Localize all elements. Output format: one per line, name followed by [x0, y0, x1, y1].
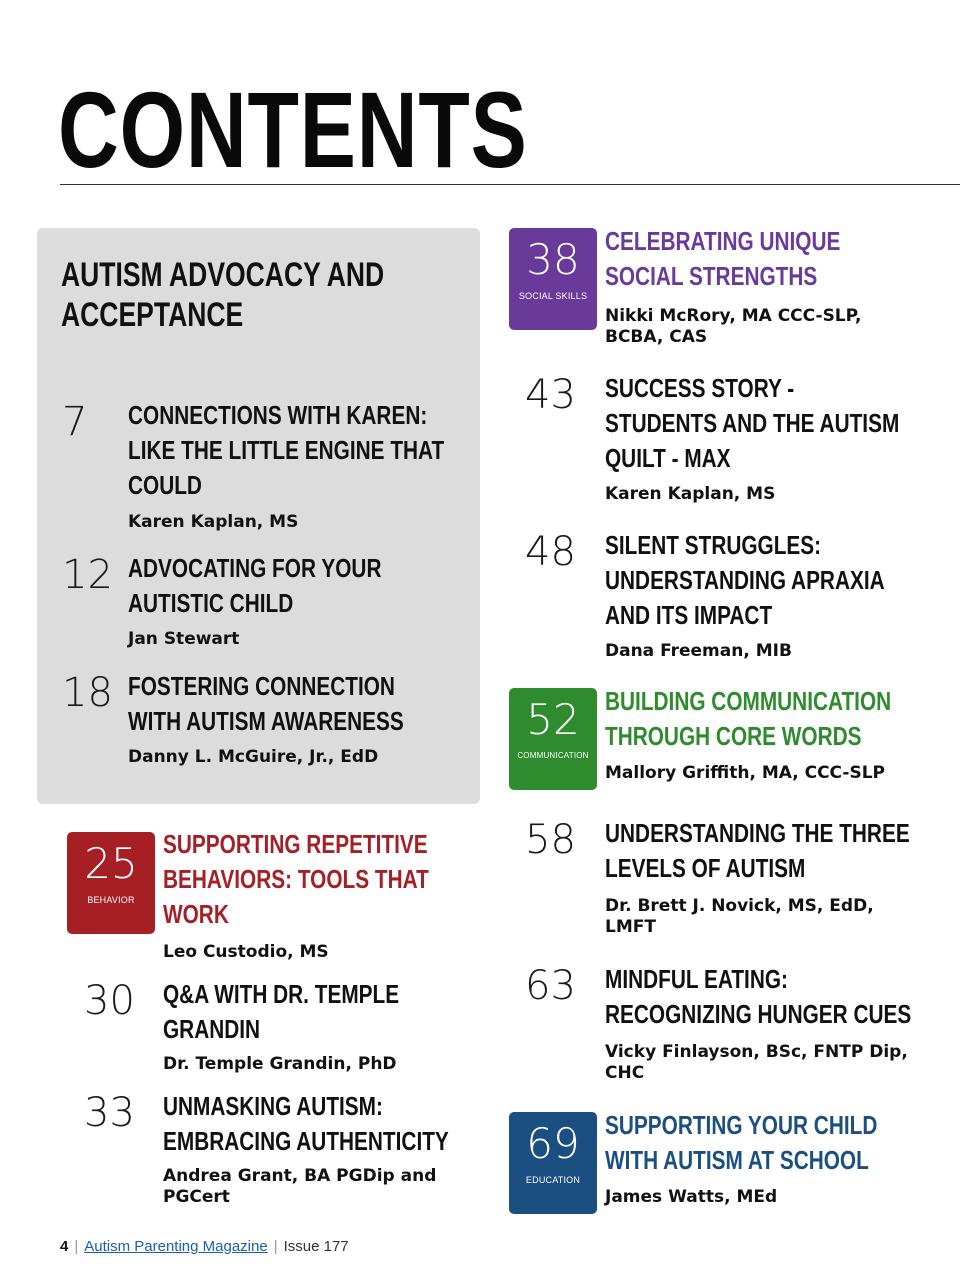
article-author: Leo Custodio, MS: [163, 942, 329, 962]
article-title[interactable]: SUPPORTING YOUR CHILD WITH AUTISM AT SCHOOL: [605, 1110, 878, 1175]
article-title: CONNECTIONS WITH KAREN: LIKE THE LITTLE ENGINE THAT COULD: [128, 400, 445, 500]
social-skills-badge[interactable]: [509, 228, 597, 330]
article-author: Mallory Griffith, MA, CCC-SLP: [605, 763, 886, 783]
page-number: 7: [62, 399, 88, 445]
page-title: CONTENTS: [58, 69, 528, 190]
article-author: Karen Kaplan, MS: [605, 484, 776, 504]
page-number: 30: [84, 978, 135, 1024]
badge-category: EDUCATION: [525, 1175, 581, 1185]
article-title: UNMASKING AUTISM: EMBRACING AUTHENTICITY: [163, 1091, 449, 1156]
section-heading: AUTISM ADVOCACY AND ACCEPTANCE: [61, 256, 385, 334]
behavior-badge[interactable]: [67, 832, 155, 934]
issue-label: Issue 177: [283, 1238, 349, 1255]
article-author: Dana Freeman, MIB: [605, 641, 792, 661]
article-title: ADVOCATING FOR YOUR AUTISTIC CHILD: [128, 553, 382, 618]
communication-badge[interactable]: [509, 688, 597, 790]
page-number: 63: [525, 963, 576, 1009]
badge-category: BEHAVIOR: [87, 895, 135, 905]
article-title: FOSTERING CONNECTION WITH AUTISM AWARENESS: [128, 671, 404, 736]
badge-page-number: 38: [526, 235, 580, 284]
page-number: 48: [525, 529, 576, 575]
article-author: Nikki McRory, MA CCC-SLP, BCBA, CAS: [605, 306, 862, 347]
badge-page-number: 52: [526, 695, 580, 744]
article-author: Dr. Temple Grandin, PhD: [163, 1054, 397, 1074]
badge-page-number: 69: [526, 1119, 580, 1168]
page-number: 33: [84, 1090, 135, 1136]
article-author: Danny L. McGuire, Jr., EdD: [128, 747, 379, 767]
article-author: Jan Stewart: [128, 629, 240, 649]
footer-separator: |: [273, 1238, 278, 1255]
article-author: Andrea Grant, BA PGDip and PGCert: [163, 1166, 437, 1207]
page-footer: [60, 1238, 349, 1255]
page-number: 43: [525, 372, 576, 418]
page-number: 58: [525, 817, 576, 863]
article-author: Dr. Brett J. Novick, MS, EdD, LMFT: [605, 896, 874, 937]
article-author: Vicky Finlayson, BSc, FNTP Dip, CHC: [605, 1042, 908, 1083]
article-title: SILENT STRUGGLES: UNDERSTANDING APRAXIA AND ITS IMPACT: [605, 530, 884, 630]
article-author: Karen Kaplan, MS: [128, 512, 299, 532]
article-title: SUCCESS STORY - STUDENTS AND THE AUTISM QUILT - MAX: [605, 373, 900, 473]
footer-page-number: 4: [60, 1238, 69, 1255]
page-number: 12: [62, 552, 113, 598]
education-badge[interactable]: [509, 1112, 597, 1214]
magazine-link[interactable]: Autism Parenting Magazine: [84, 1238, 268, 1255]
article-title[interactable]: SUPPORTING REPETITIVE BEHAVIORS: TOOLS THAT WORK: [163, 829, 429, 929]
article-title[interactable]: CELEBRATING UNIQUE SOCIAL STRENGTHS: [605, 226, 841, 291]
article-title: UNDERSTANDING THE THREE LEVELS OF AUTISM: [605, 818, 910, 883]
article-title: MINDFUL EATING: RECOGNIZING HUNGER CUES: [605, 964, 912, 1029]
badge-category: SOCIAL SKILLS: [518, 291, 588, 301]
page-number: 18: [62, 670, 113, 716]
article-author: James Watts, MEd: [605, 1187, 778, 1207]
footer-separator: |: [74, 1238, 79, 1255]
badge-page-number: 25: [84, 839, 138, 888]
badge-category: COMMUNICATION: [517, 751, 589, 760]
article-title: Q&A WITH DR. TEMPLE GRANDIN: [163, 979, 400, 1044]
article-title[interactable]: BUILDING COMMUNICATION THROUGH CORE WORDS: [605, 686, 892, 751]
title-divider: [60, 184, 960, 185]
